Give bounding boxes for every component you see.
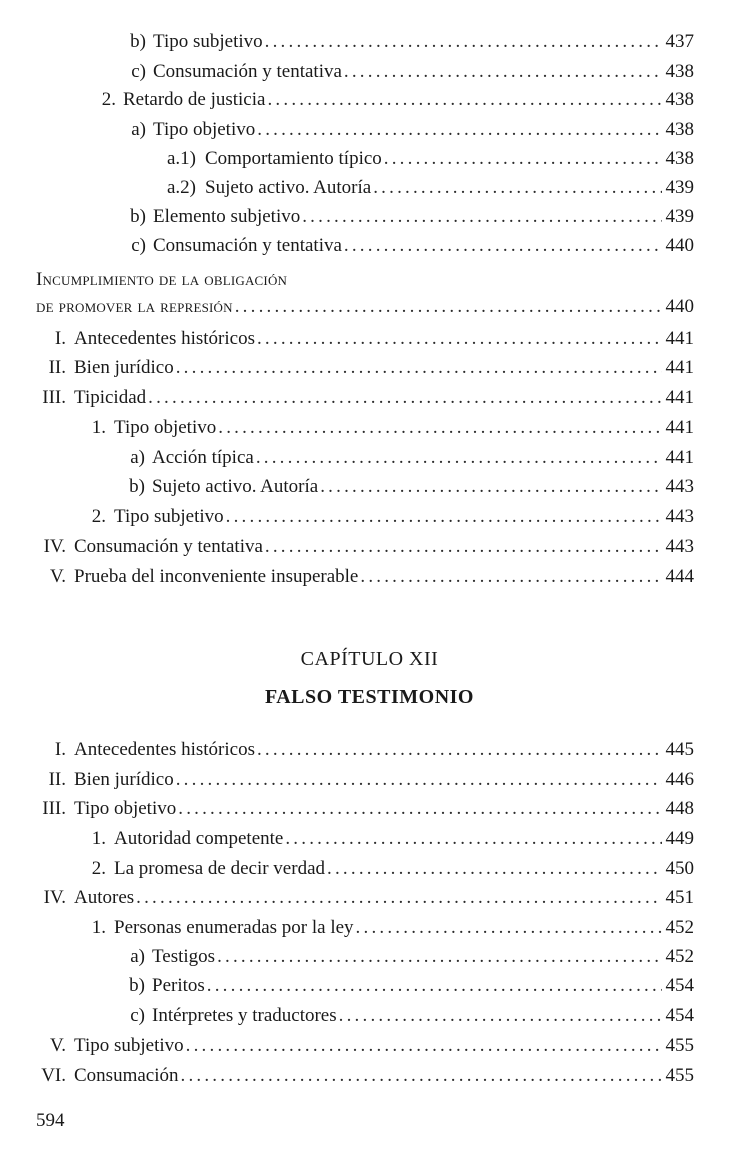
toc-entry-number: a) [130, 946, 145, 967]
toc-entry-title: Retardo de justicia [123, 89, 266, 110]
toc-entry [36, 1064, 694, 1088]
toc-entry-number: VI. [41, 1065, 66, 1086]
toc-entry-number: II. [48, 357, 66, 378]
toc-entry-title: Tipo subjetivo [153, 31, 263, 52]
toc-entry [36, 535, 694, 559]
dot-leader [226, 505, 662, 529]
toc-entry-page: 452 [665, 946, 694, 967]
toc-entry-number: IV. [43, 887, 66, 908]
toc-entry [36, 327, 694, 351]
dot-leader [178, 797, 661, 821]
dot-leader [218, 416, 661, 440]
dot-leader [207, 974, 662, 998]
dot-leader [302, 205, 661, 229]
toc-entry-number: b) [130, 31, 146, 52]
toc-entry [98, 118, 694, 142]
toc-entry-number: a.1) [166, 148, 196, 169]
toc-entry [130, 147, 694, 171]
toc-entry-page: 437 [665, 31, 694, 52]
dot-leader [217, 945, 661, 969]
toc-entry-number: 1. [91, 828, 106, 849]
toc-entry [66, 916, 694, 940]
dot-leader [257, 327, 662, 351]
toc-entry-page: 439 [665, 177, 694, 198]
toc-entry-number: 1. [91, 417, 106, 438]
toc-entry-page: 441 [665, 417, 694, 438]
toc-entry-number: b) [129, 476, 145, 497]
toc-entry-number: c) [131, 61, 146, 82]
dot-leader [181, 1064, 662, 1088]
toc-entry [68, 88, 694, 112]
toc-entry-title: Peritos [152, 975, 205, 996]
toc-entry-title: Comportamiento típico [205, 148, 382, 169]
chapter-label: CAPÍTULO XII [300, 648, 439, 670]
toc-entry [97, 1004, 694, 1028]
toc-entry-page: 438 [665, 89, 694, 110]
toc-entry-title: La promesa de decir verdad [114, 858, 326, 879]
toc-entry [98, 205, 694, 229]
dot-leader [344, 234, 662, 258]
dot-leader [327, 857, 661, 881]
toc-entry-page: 438 [665, 61, 694, 82]
toc-entry-title: Elemento subjetivo [153, 206, 301, 227]
toc-entry-number: 1. [91, 917, 106, 938]
toc-entry-title: Tipo objetivo [153, 119, 256, 140]
toc-entry-page: 444 [665, 566, 694, 587]
toc-entry-page: 441 [665, 357, 694, 378]
dot-leader [136, 886, 661, 910]
toc-entry [98, 234, 694, 258]
toc-entry-title: Consumación y tentativa [74, 536, 263, 557]
toc-entry-title: Consumación [74, 1065, 179, 1086]
toc-entry [66, 505, 694, 529]
toc-entry-number: V. [49, 566, 66, 587]
toc-entry-page: 443 [665, 506, 694, 527]
toc-entry [130, 176, 694, 200]
toc-entry [36, 356, 694, 380]
toc-entry-page: 448 [665, 798, 694, 819]
toc-entry-page: 443 [665, 476, 694, 497]
dot-leader [339, 1004, 662, 1028]
toc-entry [36, 886, 694, 910]
toc-entry-title: Sujeto activo. Autoría [205, 177, 372, 198]
toc-entry-title: Testigos [152, 946, 216, 967]
toc-entry-title: Bien jurídico [74, 357, 174, 378]
toc-entry-page: 441 [665, 447, 694, 468]
toc-entry-title: Consumación y tentativa [153, 61, 342, 82]
dot-leader [373, 176, 661, 200]
dot-leader [265, 535, 662, 559]
toc-entry-page: 455 [665, 1035, 694, 1056]
toc-entry-title: Antecedentes históricos [74, 739, 255, 760]
toc-entry-number: a) [130, 447, 145, 468]
dot-leader [235, 295, 662, 319]
toc-entry [36, 386, 694, 410]
toc-entry-number: III. [42, 798, 66, 819]
toc-entry-title: Bien jurídico [74, 769, 174, 790]
dot-leader [360, 565, 661, 589]
dot-leader [186, 1034, 662, 1058]
toc-entry [98, 30, 694, 54]
toc-entry-title: Consumación y tentativa [153, 235, 342, 256]
dot-leader [176, 768, 662, 792]
toc-entry-page: 451 [665, 887, 694, 908]
dot-leader [356, 916, 662, 940]
toc-entry-page: 454 [665, 1005, 694, 1026]
toc-entry [97, 475, 694, 499]
toc-entry-number: 2. [91, 506, 106, 527]
toc-entry-page: 441 [665, 387, 694, 408]
toc-entry-number: IV. [43, 536, 66, 557]
toc-entry-page: 454 [665, 975, 694, 996]
toc-entry-number: II. [48, 769, 66, 790]
toc-entry-page: 452 [665, 917, 694, 938]
dot-leader [176, 356, 662, 380]
chapter-title: FALSO TESTIMONIO [265, 686, 474, 708]
toc-entry-title: Autoridad competente [114, 828, 284, 849]
toc-entry-title: Tipo objetivo [114, 417, 217, 438]
dot-leader [285, 827, 661, 851]
page-number: 594 [36, 1110, 65, 1131]
toc-entry-title: Antecedentes históricos [74, 328, 255, 349]
dot-leader [344, 60, 662, 84]
section-heading-line1: Incumplimiento de la obligación [36, 269, 288, 290]
toc-entry-page: 449 [665, 828, 694, 849]
toc-entry-number: c) [130, 1005, 145, 1026]
toc-entry-page: 441 [665, 328, 694, 349]
section-heading-entry [36, 295, 694, 319]
toc-entry-number: III. [42, 387, 66, 408]
toc-entry-number: V. [49, 1035, 66, 1056]
toc-entry [36, 738, 694, 762]
toc-entry-title: Tipo objetivo [74, 798, 177, 819]
dot-leader [320, 475, 661, 499]
toc-entry [66, 857, 694, 881]
toc-entry [66, 416, 694, 440]
toc-entry-page: 439 [665, 206, 694, 227]
dot-leader [265, 30, 662, 54]
toc-entry [36, 1034, 694, 1058]
toc-entry-number: c) [131, 235, 146, 256]
toc-entry-title: Personas enumeradas por la ley [114, 917, 354, 938]
toc-entry-title: Prueba del inconveniente insuperable [74, 566, 359, 587]
toc-entry-title: Autores [74, 887, 135, 908]
toc-entry-title: Tipicidad [74, 387, 147, 408]
toc-entry [36, 797, 694, 821]
toc-entry-page: 438 [665, 148, 694, 169]
toc-entry-page: 443 [665, 536, 694, 557]
toc-entry-title: Acción típica [152, 447, 254, 468]
dot-leader [257, 738, 662, 762]
toc-entry-page: 455 [665, 1065, 694, 1086]
section-heading-line2: de promover la represión [36, 296, 233, 317]
toc-entry [97, 974, 694, 998]
dot-leader [148, 386, 661, 410]
dot-leader [267, 88, 661, 112]
toc-entry-number: I. [54, 328, 66, 349]
toc-entry [98, 60, 694, 84]
toc-entry-number: a) [131, 119, 146, 140]
toc-entry-page: 445 [665, 739, 694, 760]
toc-entry-page: 446 [665, 769, 694, 790]
toc-entry-page: 450 [665, 858, 694, 879]
toc-entry-page: 440 [665, 235, 694, 256]
toc-entry [66, 827, 694, 851]
toc-entry [36, 768, 694, 792]
dot-leader [256, 446, 662, 470]
toc-entry-title: Tipo subjetivo [114, 506, 224, 527]
toc-entry [97, 945, 694, 969]
toc-entry-page: 440 [665, 296, 694, 317]
toc-entry-number: b) [130, 206, 146, 227]
toc-entry-number: a.2) [166, 177, 196, 198]
toc-entry-number: 2. [91, 858, 106, 879]
dot-leader [384, 147, 662, 171]
dot-leader [257, 118, 661, 142]
toc-entry-title: Tipo subjetivo [74, 1035, 184, 1056]
toc-entry-number: b) [129, 975, 145, 996]
toc-entry-page: 438 [665, 119, 694, 140]
toc-entry [97, 446, 694, 470]
toc-entry-title: Sujeto activo. Autoría [152, 476, 319, 497]
toc-entry-number: I. [54, 739, 66, 760]
toc-entry-number: 2. [101, 89, 116, 110]
toc-entry [36, 565, 694, 589]
toc-entry-title: Intérpretes y traductores [152, 1005, 337, 1026]
